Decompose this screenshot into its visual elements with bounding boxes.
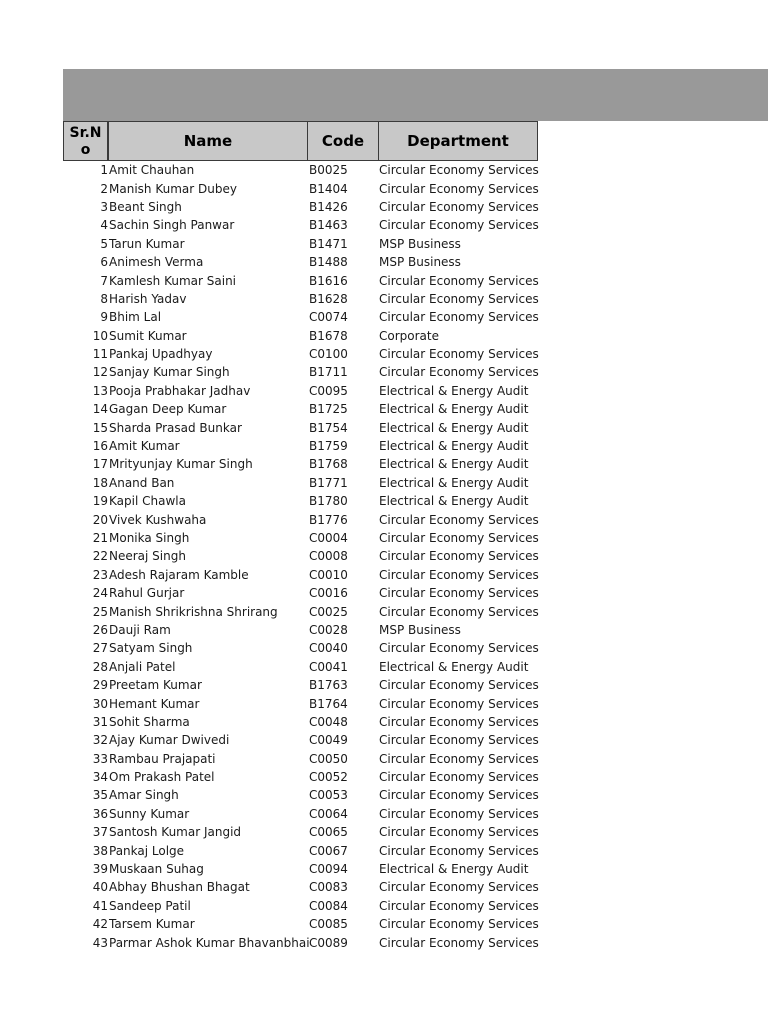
cell-name: Sumit Kumar xyxy=(109,328,187,343)
table-row xyxy=(63,179,549,197)
cell-sr-no: 12 xyxy=(92,365,108,380)
cell-name: Adesh Rajaram Kamble xyxy=(109,567,249,582)
cell-department: Circular Economy Services xyxy=(379,733,539,748)
table-row xyxy=(63,841,549,859)
cell-sr-no: 11 xyxy=(92,347,108,362)
cell-department: Circular Economy Services xyxy=(379,586,539,601)
cell-name: Pooja Prabhakar Jadhav xyxy=(109,383,251,398)
table-row xyxy=(63,290,549,308)
table-row xyxy=(63,933,549,951)
cell-name: Amar Singh xyxy=(109,788,179,803)
cell-department: Circular Economy Services xyxy=(379,898,539,913)
cell-sr-no: 20 xyxy=(92,512,108,527)
cell-department: Circular Economy Services xyxy=(379,935,539,950)
cell-sr-no: 15 xyxy=(92,420,108,435)
cell-department: MSP Business xyxy=(379,255,461,270)
cell-name: Pankaj Lolge xyxy=(109,843,185,858)
cell-department: Circular Economy Services xyxy=(379,549,539,564)
cell-sr-no: 31 xyxy=(92,714,108,729)
cell-department: Circular Economy Services xyxy=(379,696,539,711)
cell-name: Tarsem Kumar xyxy=(109,917,195,932)
cell-sr-no: 29 xyxy=(92,678,108,693)
cell-code: C0016 xyxy=(309,586,348,601)
cell-name: Animesh Verma xyxy=(109,255,204,270)
table-row xyxy=(63,768,549,786)
cell-department: Circular Economy Services xyxy=(379,806,539,821)
cell-department: Circular Economy Services xyxy=(379,917,539,932)
cell-sr-no: 30 xyxy=(92,696,108,711)
cell-department: Electrical & Energy Audit xyxy=(379,475,529,490)
cell-sr-no: 3 xyxy=(100,199,108,214)
cell-sr-no: 38 xyxy=(92,843,108,858)
cell-department: Circular Economy Services xyxy=(379,880,539,895)
table-row xyxy=(63,253,549,271)
cell-sr-no: 2 xyxy=(100,181,108,196)
cell-sr-no: 40 xyxy=(92,880,108,895)
cell-department: Corporate xyxy=(379,328,439,343)
table-row xyxy=(63,860,549,878)
cell-name: Santosh Kumar Jangid xyxy=(109,825,242,840)
cell-department: Electrical & Energy Audit xyxy=(379,862,529,877)
cell-department: Circular Economy Services xyxy=(379,825,539,840)
cell-sr-no: 26 xyxy=(92,622,108,637)
cell-name: Ajay Kumar Dwivedi xyxy=(109,733,230,748)
header-sr-no xyxy=(63,121,109,161)
cell-name: Neeraj Singh xyxy=(109,549,186,564)
cell-code: C0040 xyxy=(309,641,348,656)
table-row xyxy=(63,400,549,418)
cell-code: B1463 xyxy=(309,218,348,233)
cell-code: C0095 xyxy=(309,383,348,398)
table-row xyxy=(63,805,549,823)
table-row xyxy=(63,713,549,731)
header-name: Name xyxy=(108,121,308,161)
cell-department: Circular Economy Services xyxy=(379,604,539,619)
cell-department: Circular Economy Services xyxy=(379,347,539,362)
cell-code: C0052 xyxy=(309,770,348,785)
cell-name: Sharda Prasad Bunkar xyxy=(109,420,242,435)
cell-sr-no: 19 xyxy=(92,494,108,509)
table-row xyxy=(63,897,549,915)
cell-name: Dauji Ram xyxy=(109,622,171,637)
table-row xyxy=(63,731,549,749)
cell-code: C0048 xyxy=(309,714,348,729)
cell-sr-no: 6 xyxy=(100,255,108,270)
cell-name: Amit Chauhan xyxy=(109,163,195,178)
cell-code: B1711 xyxy=(309,365,348,380)
cell-department: Circular Economy Services xyxy=(379,310,539,325)
cell-sr-no: 35 xyxy=(92,788,108,803)
table-row xyxy=(63,382,549,400)
cell-department: Circular Economy Services xyxy=(379,843,539,858)
cell-code: B1776 xyxy=(309,512,348,527)
cell-name: Satyam Singh xyxy=(109,641,193,656)
table-row xyxy=(63,639,549,657)
cell-sr-no: 32 xyxy=(92,733,108,748)
cell-department: Circular Economy Services xyxy=(379,181,539,196)
cell-name: Muskaan Suhag xyxy=(109,862,204,877)
cell-sr-no: 39 xyxy=(92,862,108,877)
table-row xyxy=(63,878,549,896)
cell-code: C0089 xyxy=(309,935,348,950)
cell-name: Abhay Bhushan Bhagat xyxy=(109,880,250,895)
cell-sr-no: 14 xyxy=(92,402,108,417)
cell-department: Electrical & Energy Audit xyxy=(379,439,529,454)
cell-name: Kamlesh Kumar Saini xyxy=(109,273,237,288)
table-row xyxy=(63,584,549,602)
cell-sr-no: 10 xyxy=(92,328,108,343)
cell-sr-no: 27 xyxy=(92,641,108,656)
cell-name: Sohit Sharma xyxy=(109,714,190,729)
cell-name: Amit Kumar xyxy=(109,439,180,454)
cell-sr-no: 34 xyxy=(92,770,108,785)
cell-sr-no: 18 xyxy=(92,475,108,490)
cell-name: Sunny Kumar xyxy=(109,806,190,821)
header-department: Department xyxy=(378,121,538,161)
cell-code: B1678 xyxy=(309,328,348,343)
cell-name: Manish Shrikrishna Shrirang xyxy=(109,604,278,619)
cell-code: B1426 xyxy=(309,199,348,214)
cell-code: B1404 xyxy=(309,181,348,196)
cell-sr-no: 13 xyxy=(92,383,108,398)
table-row xyxy=(63,363,549,381)
table-row xyxy=(63,455,549,473)
cell-name: Parmar Ashok Kumar Bhavanbhai xyxy=(109,935,310,950)
cell-code: C0004 xyxy=(309,531,348,545)
table-row xyxy=(63,547,549,565)
cell-department: Electrical & Energy Audit xyxy=(379,383,529,398)
cell-sr-no: 1 xyxy=(100,163,108,178)
cell-department: MSP Business xyxy=(379,236,461,251)
cell-sr-no: 41 xyxy=(92,898,108,913)
cell-code: B1780 xyxy=(309,494,348,509)
cell-name: Gagan Deep Kumar xyxy=(109,402,227,417)
cell-name: Anjali Patel xyxy=(109,659,176,674)
cell-name: Rambau Prajapati xyxy=(109,751,216,766)
cell-code: C0067 xyxy=(309,843,348,858)
cell-department: Electrical & Energy Audit xyxy=(379,494,529,509)
cell-name: Manish Kumar Dubey xyxy=(109,181,237,196)
table-row xyxy=(63,271,549,289)
cell-department: Circular Economy Services xyxy=(379,291,539,306)
table-row xyxy=(63,345,549,363)
header-sr-no-line1: Sr.N xyxy=(69,124,102,141)
cell-code: B1471 xyxy=(309,236,348,251)
table-row xyxy=(63,915,549,933)
cell-sr-no: 24 xyxy=(92,586,108,601)
cell-sr-no: 8 xyxy=(100,291,108,306)
header-code: Code xyxy=(307,121,379,161)
cell-sr-no: 43 xyxy=(92,935,108,950)
cell-name: Pankaj Upadhyay xyxy=(109,347,213,362)
table-row xyxy=(63,566,549,584)
cell-department: Circular Economy Services xyxy=(379,163,539,178)
table-row xyxy=(63,492,549,510)
employee-table xyxy=(63,121,549,952)
cell-code: B1771 xyxy=(309,475,348,490)
cell-department: Circular Economy Services xyxy=(379,678,539,693)
cell-code: C0053 xyxy=(309,788,348,803)
cell-department: Circular Economy Services xyxy=(379,788,539,803)
cell-department: Electrical & Energy Audit xyxy=(379,457,529,472)
cell-sr-no: 9 xyxy=(100,310,108,325)
cell-department: Circular Economy Services xyxy=(379,714,539,729)
cell-name: Preetam Kumar xyxy=(109,678,202,693)
table-row xyxy=(63,474,549,492)
cell-code: C0028 xyxy=(309,622,348,637)
cell-name: Monika Singh xyxy=(109,531,190,545)
cell-sr-no: 5 xyxy=(100,236,108,251)
cell-sr-no: 22 xyxy=(92,549,108,564)
table-row xyxy=(63,161,549,179)
cell-code: B1754 xyxy=(309,420,348,435)
cell-sr-no: 33 xyxy=(92,751,108,766)
title-banner xyxy=(63,69,768,121)
table-row xyxy=(63,216,549,234)
cell-code: C0084 xyxy=(309,898,348,913)
cell-code: B1628 xyxy=(309,291,348,306)
cell-department: Circular Economy Services xyxy=(379,751,539,766)
cell-code: B0025 xyxy=(309,163,348,178)
table-header xyxy=(63,121,549,161)
table-row xyxy=(63,327,549,345)
cell-sr-no: 17 xyxy=(92,457,108,472)
cell-department: Circular Economy Services xyxy=(379,273,539,288)
cell-name: Beant Singh xyxy=(109,199,182,214)
cell-sr-no: 7 xyxy=(100,273,108,288)
cell-code: B1488 xyxy=(309,255,348,270)
table-row xyxy=(63,676,549,694)
cell-code: C0064 xyxy=(309,806,348,821)
table-row xyxy=(63,602,549,620)
table-row xyxy=(63,786,549,804)
table-row xyxy=(63,823,549,841)
cell-department: Circular Economy Services xyxy=(379,365,539,380)
cell-code: C0008 xyxy=(309,549,348,564)
cell-sr-no: 16 xyxy=(92,439,108,454)
table-row xyxy=(63,658,549,676)
cell-sr-no: 28 xyxy=(92,659,108,674)
cell-sr-no: 36 xyxy=(92,806,108,821)
cell-sr-no: 21 xyxy=(92,531,108,545)
cell-name: Sachin Singh Panwar xyxy=(109,218,235,233)
cell-department: Electrical & Energy Audit xyxy=(379,420,529,435)
cell-department: MSP Business xyxy=(379,622,461,637)
cell-name: Vivek Kushwaha xyxy=(109,512,207,527)
cell-department: Circular Economy Services xyxy=(379,512,539,527)
cell-department: Circular Economy Services xyxy=(379,641,539,656)
cell-code: C0083 xyxy=(309,880,348,895)
cell-code: B1768 xyxy=(309,457,348,472)
cell-sr-no: 37 xyxy=(92,825,108,840)
table-row xyxy=(63,621,549,639)
cell-name: Hemant Kumar xyxy=(109,696,200,711)
table-row xyxy=(63,418,549,436)
table-row xyxy=(63,235,549,253)
cell-department: Circular Economy Services xyxy=(379,770,539,785)
cell-sr-no: 4 xyxy=(100,218,108,233)
cell-code: C0074 xyxy=(309,310,348,325)
table-row xyxy=(63,529,549,547)
cell-code: C0094 xyxy=(309,862,348,877)
table-row xyxy=(63,694,549,712)
cell-department: Circular Economy Services xyxy=(379,199,539,214)
cell-name: Sanjay Kumar Singh xyxy=(109,365,230,380)
table-row xyxy=(63,750,549,768)
cell-name: Kapil Chawla xyxy=(109,494,186,509)
cell-department: Circular Economy Services xyxy=(379,531,539,545)
cell-sr-no: 42 xyxy=(92,917,108,932)
cell-code: B1763 xyxy=(309,678,348,693)
cell-code: B1725 xyxy=(309,402,348,417)
table-row xyxy=(63,510,549,528)
cell-code: C0041 xyxy=(309,659,348,674)
cell-code: B1764 xyxy=(309,696,348,711)
cell-name: Rahul Gurjar xyxy=(109,586,185,601)
cell-department: Electrical & Energy Audit xyxy=(379,402,529,417)
cell-code: C0049 xyxy=(309,733,348,748)
cell-code: C0025 xyxy=(309,604,348,619)
cell-name: Mrityunjay Kumar Singh xyxy=(109,457,253,472)
cell-name: Harish Yadav xyxy=(109,291,187,306)
cell-department: Electrical & Energy Audit xyxy=(379,659,529,674)
cell-code: C0065 xyxy=(309,825,348,840)
header-sr-no-line2: o xyxy=(80,141,91,158)
cell-name: Anand Ban xyxy=(109,475,175,490)
cell-code: C0085 xyxy=(309,917,348,932)
cell-department: Circular Economy Services xyxy=(379,567,539,582)
cell-code: C0050 xyxy=(309,751,348,766)
cell-code: B1759 xyxy=(309,439,348,454)
cell-name: Sandeep Patil xyxy=(109,898,191,913)
table-row xyxy=(63,308,549,326)
cell-code: C0010 xyxy=(309,567,348,582)
cell-name: Bhim Lal xyxy=(109,310,162,325)
cell-sr-no: 23 xyxy=(92,567,108,582)
cell-sr-no: 25 xyxy=(92,604,108,619)
cell-department: Circular Economy Services xyxy=(379,218,539,233)
cell-code: B1616 xyxy=(309,273,348,288)
table-body xyxy=(63,161,549,952)
cell-code: C0100 xyxy=(309,347,348,362)
table-row xyxy=(63,198,549,216)
cell-name: Om Prakash Patel xyxy=(109,770,215,785)
table-row xyxy=(63,437,549,455)
cell-name: Tarun Kumar xyxy=(109,236,185,251)
